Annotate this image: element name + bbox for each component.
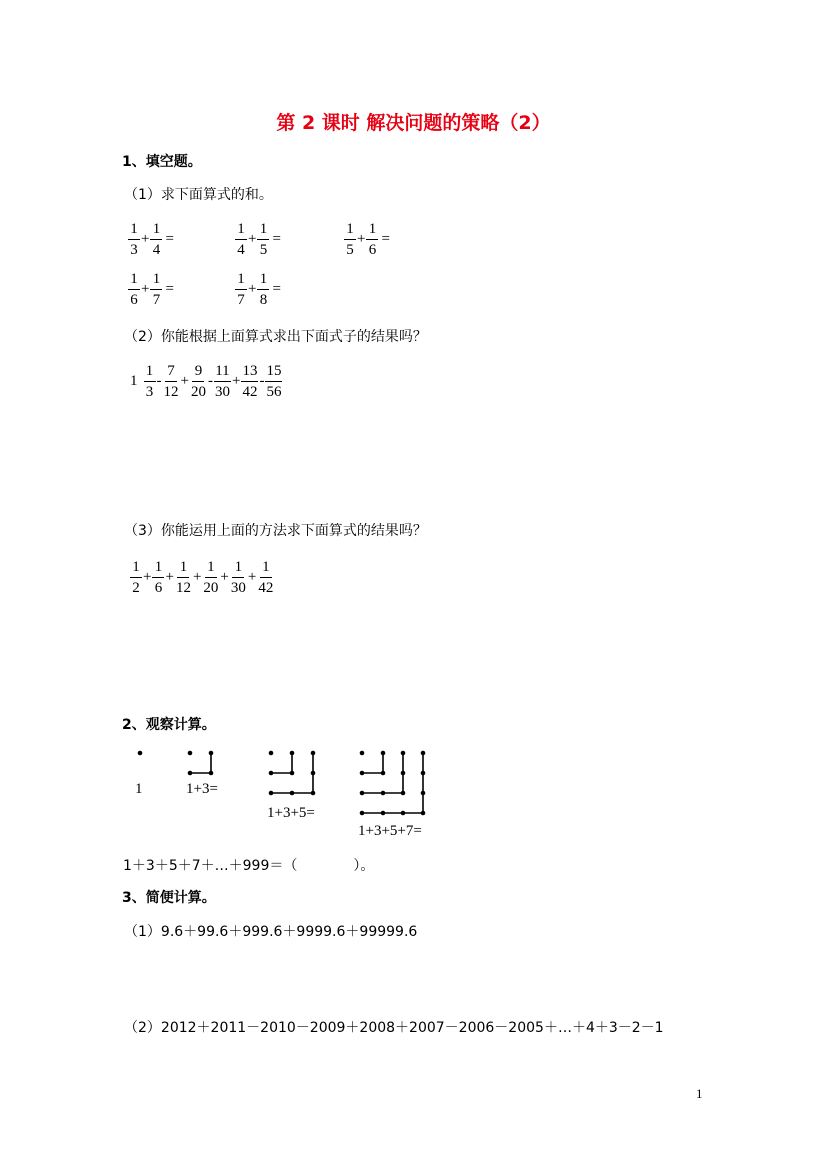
page-title: 第 2 课时 解决问题的策略（2） xyxy=(276,112,551,134)
q1-part2-label: （2）你能根据上面算式求出下面式子的结果吗？ xyxy=(124,329,427,345)
fraction: $\frac{7}{12}$ xyxy=(163,363,179,400)
q2-heading: 2、观察计算。 xyxy=(122,717,216,733)
q3-part1: （1）9.6＋99.6＋999.6＋9999.6＋99999.6 xyxy=(124,924,418,940)
q1-part1-label: （1）求下面算式的和。 xyxy=(124,187,273,203)
fraction: $\frac{11}{30}$ xyxy=(214,363,230,400)
fraction: $\frac{9}{20}$ xyxy=(190,363,206,400)
fraction: $\frac{1}{4}$ xyxy=(150,220,162,259)
fraction: $\frac{1}{12}$ xyxy=(175,559,191,596)
sum-expression-2: $\frac{1}{4}$ + $\frac{1}{5}$ = xyxy=(235,220,281,259)
fraction: $\frac{1}{7}$ xyxy=(235,270,247,309)
q1-heading: 1、填空题。 xyxy=(122,154,202,170)
fraction: $\frac{1}{3}$ xyxy=(144,362,156,401)
dot xyxy=(138,751,143,756)
fraction: $\frac{1}{6}$ xyxy=(128,270,140,309)
figure-label-3: 1+3+5= xyxy=(267,805,315,821)
fraction: $\frac{15}{56}$ xyxy=(266,363,282,400)
dot-pattern-3 xyxy=(269,751,316,796)
figure-label-2: 1+3= xyxy=(186,781,218,797)
fraction: $\frac{1}{4}$ xyxy=(235,220,247,259)
sum-expression-1: $\frac{1}{3}$ + $\frac{1}{4}$ = xyxy=(128,220,174,259)
q1-part3-label: （3）你能运用上面的方法求下面算式的结果吗？ xyxy=(124,523,427,539)
figure-label-1: 1 xyxy=(135,781,143,797)
part2-expression: 1 $\frac{1}{3}$ - $\frac{7}{12}$ + $\frac{9}{20}$ - $\frac{11}{30}$ + $\frac{13}{42}$ - $\frac{15}{56}$ xyxy=(130,363,282,400)
fraction: $\frac{1}{30}$ xyxy=(230,559,246,596)
fraction: $\frac{1}{6}$ xyxy=(152,558,164,597)
fraction: $\frac{1}{7}$ xyxy=(150,270,162,309)
fraction: $\frac{13}{42}$ xyxy=(242,363,258,400)
dot-pattern-4 xyxy=(360,751,426,816)
q2-question: 1＋3＋5＋7＋…＋999＝（ ）。 xyxy=(123,858,375,874)
fraction: $\frac{1}{6}$ xyxy=(366,220,378,259)
fraction: $\frac{1}{5}$ xyxy=(344,220,356,259)
figure-label-4: 1+3+5+7= xyxy=(358,823,422,839)
fraction: $\frac{1}{3}$ xyxy=(128,220,140,259)
fraction: $\frac{1}{2}$ xyxy=(130,558,142,597)
fraction: $\frac{1}{5}$ xyxy=(257,220,269,259)
fraction: $\frac{1}{42}$ xyxy=(258,559,274,596)
dot-pattern-2 xyxy=(188,751,214,776)
sum-expression-5: $\frac{1}{7}$ + $\frac{1}{8}$ = xyxy=(235,270,281,309)
q3-heading: 3、简便计算。 xyxy=(122,890,216,906)
sum-expression-3: $\frac{1}{5}$ + $\frac{1}{6}$ = xyxy=(344,220,390,259)
sum-expression-4: $\frac{1}{6}$ + $\frac{1}{7}$ = xyxy=(128,270,174,309)
q3-part2: （2）2012＋2011－2010－2009＋2008＋2007－2006－2005＋…＋4＋3－2－1 xyxy=(124,1020,664,1036)
fraction: $\frac{1}{20}$ xyxy=(203,559,219,596)
fraction: $\frac{1}{8}$ xyxy=(257,270,269,309)
page-number: 1 xyxy=(696,1086,703,1101)
part3-expression: $\frac{1}{2}$ + $\frac{1}{6}$ + $\frac{1}{12}$ + $\frac{1}{20}$ + $\frac{1}{30}$ + $\frac{1}{42}$ xyxy=(130,558,274,597)
